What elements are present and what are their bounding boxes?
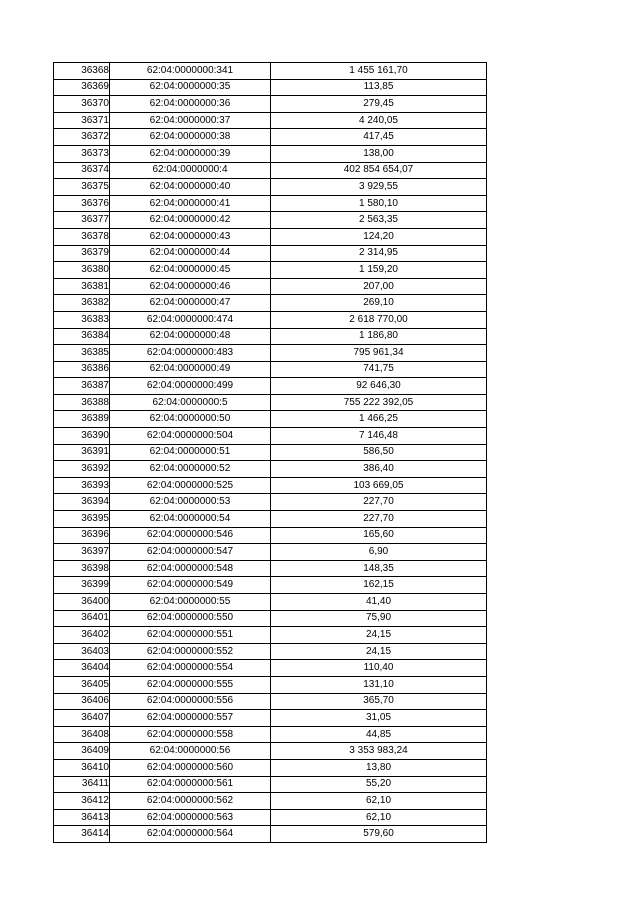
cadastral-number-cell: 62:04:0000000:558: [110, 726, 271, 743]
row-number-cell: 36379: [54, 245, 110, 262]
table-body: [54, 63, 487, 843]
cadastral-number-cell: 62:04:0000000:50: [110, 411, 271, 428]
table-row: [54, 179, 487, 196]
row-number-cell: 36376: [54, 195, 110, 212]
row-number-cell: 36398: [54, 560, 110, 577]
row-number-cell: 36382: [54, 295, 110, 312]
value-cell: 7 146,48: [271, 428, 487, 445]
cadastral-number-cell: 62:04:0000000:41: [110, 195, 271, 212]
value-cell: 124,20: [271, 228, 487, 245]
cadastral-number-cell: 62:04:0000000:550: [110, 610, 271, 627]
cadastral-number-cell: 62:04:0000000:55: [110, 594, 271, 611]
table-row: [54, 63, 487, 80]
value-cell: 138,00: [271, 145, 487, 162]
value-cell: 92 646,30: [271, 378, 487, 395]
row-number-cell: 36399: [54, 577, 110, 594]
row-number-cell: 36377: [54, 212, 110, 229]
value-cell: 279,45: [271, 96, 487, 113]
table-row: [54, 809, 487, 826]
table-row: [54, 594, 487, 611]
table-row: [54, 262, 487, 279]
value-cell: 227,70: [271, 511, 487, 528]
cadastral-number-cell: 62:04:0000000:47: [110, 295, 271, 312]
table-row: [54, 228, 487, 245]
value-cell: 131,10: [271, 676, 487, 693]
value-cell: 162,15: [271, 577, 487, 594]
table-row: [54, 494, 487, 511]
row-number-cell: 36380: [54, 262, 110, 279]
value-cell: 62,10: [271, 809, 487, 826]
table-row: [54, 278, 487, 295]
row-number-cell: 36412: [54, 793, 110, 810]
row-number-cell: 36383: [54, 311, 110, 328]
cadastral-number-cell: 62:04:0000000:564: [110, 826, 271, 843]
row-number-cell: 36404: [54, 660, 110, 677]
row-number-cell: 36393: [54, 477, 110, 494]
table-row: [54, 726, 487, 743]
value-cell: 62,10: [271, 793, 487, 810]
value-cell: 31,05: [271, 710, 487, 727]
row-number-cell: 36368: [54, 63, 110, 80]
value-cell: 1 159,20: [271, 262, 487, 279]
row-number-cell: 36407: [54, 710, 110, 727]
cadastral-number-cell: 62:04:0000000:556: [110, 693, 271, 710]
value-cell: 795 961,34: [271, 345, 487, 362]
row-number-cell: 36388: [54, 394, 110, 411]
table-row: [54, 444, 487, 461]
cadastral-number-cell: 62:04:0000000:563: [110, 809, 271, 826]
cadastral-number-cell: 62:04:0000000:474: [110, 311, 271, 328]
row-number-cell: 36400: [54, 594, 110, 611]
table-row: [54, 295, 487, 312]
cadastral-number-cell: 62:04:0000000:549: [110, 577, 271, 594]
row-number-cell: 36387: [54, 378, 110, 395]
table-row: [54, 693, 487, 710]
value-cell: 148,35: [271, 560, 487, 577]
cadastral-number-cell: 62:04:0000000:546: [110, 527, 271, 544]
table-row: [54, 477, 487, 494]
cadastral-number-cell: 62:04:0000000:40: [110, 179, 271, 196]
cadastral-number-cell: 62:04:0000000:557: [110, 710, 271, 727]
table-row: [54, 79, 487, 96]
cadastral-number-cell: 62:04:0000000:554: [110, 660, 271, 677]
value-cell: 165,60: [271, 527, 487, 544]
table-row: [54, 112, 487, 129]
table-row: [54, 394, 487, 411]
value-cell: 227,70: [271, 494, 487, 511]
cadastral-number-cell: 62:04:0000000:49: [110, 361, 271, 378]
value-cell: 1 580,10: [271, 195, 487, 212]
table-row: [54, 129, 487, 146]
cadastral-number-cell: 62:04:0000000:547: [110, 544, 271, 561]
value-cell: 110,40: [271, 660, 487, 677]
table-row: [54, 560, 487, 577]
value-cell: 579,60: [271, 826, 487, 843]
row-number-cell: 36392: [54, 461, 110, 478]
cadastral-number-cell: 62:04:0000000:525: [110, 477, 271, 494]
value-cell: 2 563,35: [271, 212, 487, 229]
row-number-cell: 36386: [54, 361, 110, 378]
row-number-cell: 36411: [54, 776, 110, 793]
table-row: [54, 96, 487, 113]
table-row: [54, 743, 487, 760]
cadastral-number-cell: 62:04:0000000:552: [110, 643, 271, 660]
cadastral-number-cell: 62:04:0000000:4: [110, 162, 271, 179]
row-number-cell: 36372: [54, 129, 110, 146]
value-cell: 1 186,80: [271, 328, 487, 345]
table-row: [54, 345, 487, 362]
row-number-cell: 36405: [54, 676, 110, 693]
value-cell: 55,20: [271, 776, 487, 793]
row-number-cell: 36385: [54, 345, 110, 362]
cadastral-number-cell: 62:04:0000000:551: [110, 627, 271, 644]
cadastral-number-cell: 62:04:0000000:483: [110, 345, 271, 362]
cadastral-number-cell: 62:04:0000000:341: [110, 63, 271, 80]
cadastral-number-cell: 62:04:0000000:562: [110, 793, 271, 810]
cadastral-number-cell: 62:04:0000000:561: [110, 776, 271, 793]
row-number-cell: 36396: [54, 527, 110, 544]
row-number-cell: 36389: [54, 411, 110, 428]
value-cell: 386,40: [271, 461, 487, 478]
row-number-cell: 36381: [54, 278, 110, 295]
table-row: [54, 311, 487, 328]
table-row: [54, 245, 487, 262]
table-row: [54, 660, 487, 677]
value-cell: 269,10: [271, 295, 487, 312]
value-cell: 2 314,95: [271, 245, 487, 262]
row-number-cell: 36378: [54, 228, 110, 245]
value-cell: 365,70: [271, 693, 487, 710]
cadastral-number-cell: 62:04:0000000:54: [110, 511, 271, 528]
cadastral-number-cell: 62:04:0000000:39: [110, 145, 271, 162]
row-number-cell: 36374: [54, 162, 110, 179]
cadastral-number-cell: 62:04:0000000:37: [110, 112, 271, 129]
row-number-cell: 36409: [54, 743, 110, 760]
table-row: [54, 378, 487, 395]
data-table: [53, 62, 487, 843]
cadastral-number-cell: 62:04:0000000:38: [110, 129, 271, 146]
value-cell: 3 929,55: [271, 179, 487, 196]
cadastral-number-cell: 62:04:0000000:46: [110, 278, 271, 295]
table-row: [54, 212, 487, 229]
table-row: [54, 195, 487, 212]
cadastral-number-cell: 62:04:0000000:42: [110, 212, 271, 229]
cadastral-number-cell: 62:04:0000000:53: [110, 494, 271, 511]
table-row: [54, 145, 487, 162]
value-cell: 6,90: [271, 544, 487, 561]
cadastral-number-cell: 62:04:0000000:504: [110, 428, 271, 445]
table-row: [54, 577, 487, 594]
row-number-cell: 36390: [54, 428, 110, 445]
row-number-cell: 36391: [54, 444, 110, 461]
table-row: [54, 759, 487, 776]
row-number-cell: 36414: [54, 826, 110, 843]
cadastral-number-cell: 62:04:0000000:56: [110, 743, 271, 760]
table-row: [54, 361, 487, 378]
row-number-cell: 36373: [54, 145, 110, 162]
table-row: [54, 461, 487, 478]
value-cell: 402 854 654,07: [271, 162, 487, 179]
value-cell: 75,90: [271, 610, 487, 627]
cadastral-number-cell: 62:04:0000000:48: [110, 328, 271, 345]
row-number-cell: 36370: [54, 96, 110, 113]
table-row: [54, 428, 487, 445]
value-cell: 1 466,25: [271, 411, 487, 428]
value-cell: 741,75: [271, 361, 487, 378]
document-page: [53, 62, 486, 843]
row-number-cell: 36369: [54, 79, 110, 96]
value-cell: 24,15: [271, 643, 487, 660]
cadastral-number-cell: 62:04:0000000:51: [110, 444, 271, 461]
table-row: [54, 793, 487, 810]
cadastral-number-cell: 62:04:0000000:555: [110, 676, 271, 693]
value-cell: 113,85: [271, 79, 487, 96]
cadastral-number-cell: 62:04:0000000:36: [110, 96, 271, 113]
table-row: [54, 162, 487, 179]
cadastral-number-cell: 62:04:0000000:43: [110, 228, 271, 245]
cadastral-number-cell: 62:04:0000000:35: [110, 79, 271, 96]
cadastral-number-cell: 62:04:0000000:560: [110, 759, 271, 776]
row-number-cell: 36395: [54, 511, 110, 528]
row-number-cell: 36408: [54, 726, 110, 743]
row-number-cell: 36375: [54, 179, 110, 196]
value-cell: 41,40: [271, 594, 487, 611]
cadastral-number-cell: 62:04:0000000:44: [110, 245, 271, 262]
value-cell: 755 222 392,05: [271, 394, 487, 411]
cadastral-number-cell: 62:04:0000000:499: [110, 378, 271, 395]
table-row: [54, 627, 487, 644]
value-cell: 2 618 770,00: [271, 311, 487, 328]
value-cell: 1 455 161,70: [271, 63, 487, 80]
row-number-cell: 36394: [54, 494, 110, 511]
table-row: [54, 776, 487, 793]
row-number-cell: 36402: [54, 627, 110, 644]
value-cell: 3 353 983,24: [271, 743, 487, 760]
row-number-cell: 36403: [54, 643, 110, 660]
value-cell: 4 240,05: [271, 112, 487, 129]
cadastral-number-cell: 62:04:0000000:548: [110, 560, 271, 577]
value-cell: 13,80: [271, 759, 487, 776]
table-row: [54, 511, 487, 528]
row-number-cell: 36401: [54, 610, 110, 627]
table-row: [54, 527, 487, 544]
value-cell: 24,15: [271, 627, 487, 644]
row-number-cell: 36384: [54, 328, 110, 345]
row-number-cell: 36406: [54, 693, 110, 710]
table-row: [54, 676, 487, 693]
value-cell: 417,45: [271, 129, 487, 146]
table-row: [54, 544, 487, 561]
row-number-cell: 36397: [54, 544, 110, 561]
row-number-cell: 36413: [54, 809, 110, 826]
cadastral-number-cell: 62:04:0000000:52: [110, 461, 271, 478]
row-number-cell: 36410: [54, 759, 110, 776]
cadastral-number-cell: 62:04:0000000:5: [110, 394, 271, 411]
value-cell: 586,50: [271, 444, 487, 461]
table-row: [54, 411, 487, 428]
value-cell: 103 669,05: [271, 477, 487, 494]
table-row: [54, 610, 487, 627]
table-row: [54, 643, 487, 660]
table-row: [54, 328, 487, 345]
row-number-cell: 36371: [54, 112, 110, 129]
table-row: [54, 826, 487, 843]
value-cell: 207,00: [271, 278, 487, 295]
table-row: [54, 710, 487, 727]
value-cell: 44,85: [271, 726, 487, 743]
cadastral-number-cell: 62:04:0000000:45: [110, 262, 271, 279]
